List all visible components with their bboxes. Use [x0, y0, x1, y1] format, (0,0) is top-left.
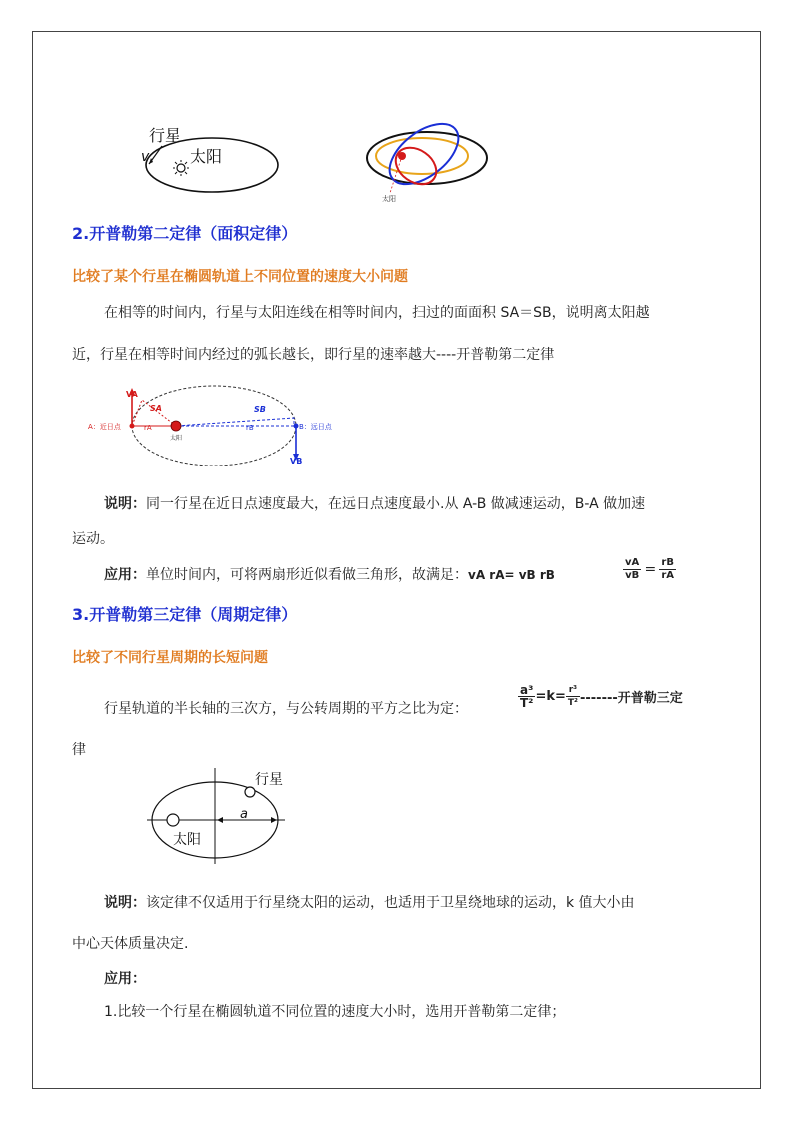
second-law-figure [86, 380, 346, 466]
semi-major-axis-label: a [240, 807, 248, 822]
section-2-para-line1: 在相等的时间内，行星与太阳连线在相等时间内，扫过的面面积 SA＝SB，说明离太阳越 [104, 305, 650, 321]
formula-r3: r³ [566, 684, 580, 697]
application-text: 单位时间内，可将两扇形近似看做三角形，故满足： [146, 567, 468, 583]
section-3-para-text: 行星轨道的半长轴的三次方，与公转周期的平方之比为定： [104, 701, 468, 717]
planet-label: 行星 [149, 126, 182, 145]
B-aphelion-label: B：远日点 [299, 423, 332, 431]
formula-T2b: T² [567, 698, 578, 708]
third-law-figure [145, 766, 290, 866]
section-2-title: 2.开普勒第二定律（面积定律） [72, 224, 298, 243]
section-2-application [104, 565, 555, 585]
rA-label: rA [144, 424, 152, 432]
third-law-formula [518, 684, 683, 709]
section-3-note-line2: 中心天体质量决定. [72, 936, 189, 952]
sun-label: 太阳 [190, 147, 223, 166]
note-label: 说明： [104, 496, 146, 512]
section-3-note-line1 [104, 893, 635, 913]
planet-label-fig4: 行星 [255, 772, 283, 788]
section-2-subtitle: 比较了某个行星在椭圆轨道上不同位置的速度大小问题 [72, 269, 408, 285]
section-3-application-label: 应用： [104, 971, 146, 987]
formula-eq-k: =k= [535, 689, 566, 704]
ratio-formula [623, 557, 676, 582]
application-label: 应用： [104, 567, 146, 583]
rB-label: rB [246, 424, 254, 432]
velocity-label: v [141, 149, 150, 165]
section-3-application-item1: 1.比较一个行星在椭圆轨道不同位置的速度大小时，选用开普勒第二定律； [104, 1004, 566, 1020]
ratio-den-right: rA [661, 570, 675, 581]
note-label-3: 说明： [104, 895, 146, 911]
section-3-para-line2: 律 [72, 742, 86, 758]
orbit-figure-planet-sun [135, 120, 285, 195]
velocity-radius-formula: vA rA= vB rB [468, 568, 555, 582]
sB-label: SB [254, 405, 266, 414]
sun-label-fig4: 太阳 [173, 832, 201, 848]
sun-label-small: 太阳 [382, 195, 396, 203]
formula-a3: a³ [518, 684, 535, 697]
formula-T2: T² [520, 696, 534, 710]
A-perihelion-label: A：近日点 [88, 423, 121, 431]
section-3-subtitle: 比较了不同行星周期的长短问题 [72, 650, 268, 666]
ratio-num-right: rB [659, 557, 676, 570]
sA-label: SA [150, 404, 162, 413]
note-text: 同一行星在近日点速度最大，在远日点速度最小.从 A-B 做减速运动，B-A 做加速 [146, 496, 646, 512]
ratio-equals: = [644, 561, 657, 578]
sun-label-fig3: 太阳 [170, 435, 183, 442]
formula-tail: -------开普勒三定 [579, 691, 683, 706]
ratio-den-left: vB [625, 570, 640, 581]
section-3-para-line1 [104, 699, 468, 719]
section-2-note-line2: 运动。 [72, 531, 114, 547]
vA-label: VA [126, 390, 138, 399]
multi-orbit-figure [362, 108, 492, 206]
vB-label: VB [290, 457, 303, 466]
section-2-para-line2: 近，行星在相等时间内经过的弧长越长，即行星的速率越大----开普勒第二定律 [72, 347, 555, 363]
ratio-num-left: vA [625, 557, 640, 568]
section-3-title: 3.开普勒第三定律（周期定律） [72, 605, 298, 624]
note-text-3: 该定律不仅适用于行星绕太阳的运动，也适用于卫星绕地球的运动，k 值大小由 [146, 895, 635, 911]
section-2-note-line1 [104, 494, 645, 514]
